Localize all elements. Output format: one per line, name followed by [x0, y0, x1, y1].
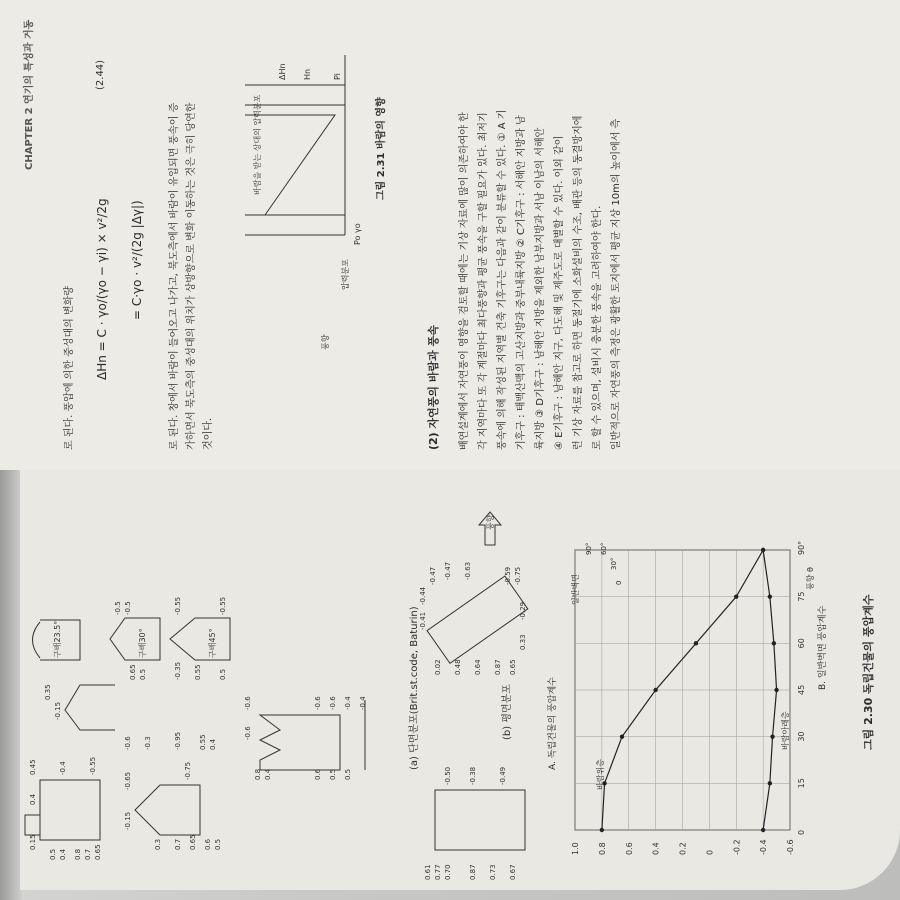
x-tick-label: 75: [797, 591, 806, 602]
r2-v5: 0.5: [139, 668, 147, 680]
p1-v6: 0.73: [489, 864, 497, 880]
r5-v2: -0.65: [124, 771, 132, 790]
p2-v1: 0.48: [454, 659, 462, 675]
section-box-1: [40, 780, 100, 840]
para2-line-1: 배연설계에서 자연풍이 영향을 검토할 때에는 기상 자료에 많이 의존하여야 한: [459, 112, 470, 450]
angle-0: 0: [615, 580, 623, 585]
y-tick-label: 1.0: [571, 842, 580, 855]
wind-arrow-icon: [479, 512, 501, 545]
x-tick-label: 0: [797, 829, 806, 835]
shaft-wall: [245, 215, 345, 235]
y-tick-label: -0.2: [732, 839, 742, 855]
p2-v11: -0.63: [464, 561, 472, 580]
p1-v8: -0.49: [499, 766, 507, 785]
equation-line-1: ΔHn = C · γo/(γo − γi) × v²/2g: [95, 198, 109, 380]
r3-v0: -0.35: [174, 661, 182, 680]
r3-v3: 0.5: [219, 668, 227, 680]
x-tick-label: 15: [797, 778, 806, 789]
y-tick-label: 0.4: [651, 842, 661, 855]
p1-v0: 0.61: [424, 864, 432, 880]
x-tick-label: 90°: [797, 540, 806, 555]
section-a-label: (a) 단면분포(Brit.st.code, Baturin): [409, 606, 420, 770]
series-label-upper: 바람위층: [596, 759, 605, 790]
running-header: CHAPTER 2 연기의 특성과 거동: [24, 19, 35, 170]
y-tick-label: 0.6: [624, 842, 634, 855]
roof-sections-diagram: [20, 470, 400, 890]
r1-v5: -0.4: [59, 761, 67, 775]
r1-v6: 0.8: [74, 848, 82, 860]
r1-v3: 0.5: [49, 848, 57, 860]
r3-v4: -0.55: [219, 596, 227, 615]
para1-line-2: 가하면서 북도측의 중성대의 위치가 상방향으로 변화 이동하는 것은 극히 당연한: [186, 102, 197, 450]
r5-v4: 0.65: [189, 834, 197, 850]
wind-effect-diagram: [225, 25, 365, 255]
r3-v2: 0.55: [194, 664, 202, 680]
p2-v8: -0.44: [419, 586, 427, 605]
roof-45: [170, 618, 230, 660]
r4-v1: -0.6: [244, 696, 252, 710]
angle-60: 60°: [600, 542, 608, 555]
section-b-label: (b) 평면분포: [502, 684, 513, 740]
y-tick-label: -0.4: [759, 839, 769, 855]
p2-v4: 0.65: [509, 659, 517, 675]
para2-line-3: 풍속에 의해 작성된 지역별 건축 기후구는 다음과 같이 분류할 수 있다. ① A 기: [497, 109, 508, 450]
r5-v5: -0.75: [184, 761, 192, 780]
r4-v3: 0.4: [264, 768, 272, 780]
plan-distribution-diagram: [415, 470, 535, 890]
fig231-pi: Pi: [333, 73, 342, 80]
r4-v9: -0.4: [344, 696, 352, 710]
r5-v6: 0.6: [204, 838, 212, 850]
r1-v7: 0.7: [84, 848, 92, 860]
para2-line-5: 륙지방 ③ D기후구 : 남해안 지방을 제외한 남부지방과 서남 이남의 서해안: [535, 127, 546, 450]
x-tick-label: 30: [797, 731, 806, 742]
fig230-caption: 그림 2.30 독립건물의 풍압계수: [862, 594, 875, 750]
x-tick-label: 60: [797, 638, 806, 649]
p2-v7: -0.41: [419, 611, 427, 630]
r3-v6: 0.55: [199, 734, 207, 750]
p1-v5: 0.87: [469, 864, 477, 880]
r2-v4: 0.65: [129, 664, 137, 680]
section-step-1: [25, 815, 40, 835]
section-peaked-2: [65, 685, 115, 730]
r1-v0: 0.15: [29, 834, 37, 850]
para2-line-7: 런 기상 자료를 참고로 하면 동절기에 소화설비의 수조, 배관 등의 동결방지에: [573, 115, 584, 450]
r1-v2: 0.45: [29, 759, 37, 775]
para1-line-3: 것이다.: [203, 417, 214, 450]
r4-v10: -0.4: [359, 696, 367, 710]
p1-v3: -0.50: [444, 766, 452, 785]
roof-30: [110, 618, 160, 660]
equation-number: (2.44): [95, 59, 106, 90]
r4-v4: 0.6: [314, 768, 322, 780]
r2-v1: 0.35: [44, 684, 52, 700]
r2-v7: -0.3: [144, 736, 152, 750]
graph-title: A. 독립건물의 풍압계수: [548, 677, 558, 770]
angle-30: 30°: [610, 557, 618, 570]
section-sawtooth: [260, 715, 340, 770]
r3-v1: -0.55: [174, 596, 182, 615]
series-point-1: [761, 828, 765, 832]
r1-v9: -0.55: [89, 756, 97, 775]
x-axis-label: 풍향 θ: [806, 567, 815, 590]
fig231-po: Po γo: [353, 223, 362, 245]
graph-subtitle: B. 일반벽면 풍압계수: [818, 605, 828, 690]
equation-line-2: = C·γo · v²/(2g |Δγ|): [130, 200, 144, 320]
series-point-0: [694, 641, 698, 645]
r4-v5: 0.5: [329, 768, 337, 780]
fig231-caption: 그림 2.31 바람의 영향: [376, 97, 387, 200]
series-point-0: [600, 828, 604, 832]
y-tick-label: 0.8: [597, 842, 607, 855]
series-point-1: [768, 594, 772, 598]
roof-label-1: 구배23.5°: [53, 620, 62, 658]
p2-v10: -0.47: [444, 561, 452, 580]
para2-line-8: 로 할 수 있으며, 설비시 충분한 풍속을 고려하여야 한다.: [592, 205, 603, 450]
series-point-0: [734, 594, 738, 598]
r1-v8: 0.65: [94, 844, 102, 860]
intro-line: 로 된다. 풍압에 의한 중성대의 변화량: [64, 286, 75, 450]
r1-v1: 0.4: [29, 793, 37, 805]
r3-v5: -0.95: [174, 731, 182, 750]
y-tick-label: -0.6: [786, 839, 795, 855]
series-point-1: [768, 781, 772, 785]
para2-line-4: 기후구 : 태백산맥의 고산지방과 중부내륙지방 ② C기후구 : 서해안 지방과 남: [516, 115, 527, 450]
fig231-shifted: 바람을 받는 상대의 압력분포: [253, 94, 262, 195]
r5-v0: 0.3: [154, 838, 162, 850]
fig231-hn: Hn: [303, 68, 312, 80]
series-point-0: [620, 734, 624, 738]
pressure-coefficient-chart: [555, 530, 815, 870]
y-tick-label: 0: [705, 849, 715, 855]
r2-v2: -0.5: [114, 601, 122, 615]
p2-v12: -0.59: [504, 566, 512, 585]
r4-v2: 0.8: [254, 768, 262, 780]
section-title: (2) 자연풍의 바람과 풍속: [427, 325, 440, 450]
para1-line-1: 로 된다. 창에서 바람이 들어오고 나가고, 북도측에서 바람이 유입되면 풍속이 증: [169, 102, 180, 450]
p1-v7: 0.67: [509, 864, 517, 880]
roof-label-3: 구배45°: [208, 628, 217, 658]
chart-legend-box: 일반벽면: [571, 574, 580, 605]
p1-v4: -0.38: [469, 766, 477, 785]
r4-v8: -0.6: [329, 696, 337, 710]
r4-v7: -0.6: [314, 696, 322, 710]
series-label-lower: 바람아래층: [781, 711, 790, 750]
r2-v3: -0.5: [124, 601, 132, 615]
p2-v5: 0.33: [519, 634, 527, 650]
r5-v1: -0.15: [124, 811, 132, 830]
fig231-dhn: ΔHn: [278, 63, 287, 80]
x-tick-label: 45: [797, 684, 806, 695]
r1-v4: 0.4: [59, 848, 67, 860]
p2-v3: 0.87: [494, 659, 502, 675]
plan-rect: [435, 790, 525, 850]
roof-label-2: 구배30°: [138, 628, 147, 658]
r4-v6: 0.5: [344, 768, 352, 780]
p2-v13: -0.75: [514, 566, 522, 585]
r5-v7: 0.5: [214, 838, 222, 850]
left-page: [20, 470, 900, 890]
p1-v2: 0.70: [444, 864, 452, 880]
wind-direction-label: 풍향: [486, 514, 495, 530]
p1-v1: 0.77: [434, 864, 442, 880]
p2-v6: -0.29: [519, 601, 527, 620]
para2-line-2: 각 지역마다 또 각 계절마다 최다풍향과 평균 풍속을 구할 필요가 있다. 최저기: [478, 112, 489, 450]
p2-v0: 0.02: [434, 659, 442, 675]
section-peaked-1: [135, 785, 200, 835]
series-point-1: [770, 734, 774, 738]
para2-line-9: 일반적으로 자연풍의 측정은 광활한 토지에서 평균 지상 10m의 높이에서 측: [611, 118, 622, 450]
para2-line-6: ④ E기후구 : 남해안 지구, 다도해 및 제주도로 대별할 수 있다. 이외 같이: [554, 135, 565, 450]
roof-23-5-arc: [33, 622, 41, 658]
r4-v0: -0.6: [244, 726, 252, 740]
angle-90: 90°: [585, 542, 593, 555]
p2-v2: 0.64: [474, 659, 482, 675]
series-point-1: [772, 641, 776, 645]
r2-v0: -0.15: [54, 701, 62, 720]
r3-v7: 0.4: [209, 738, 217, 750]
y-tick-label: 0.2: [678, 842, 688, 855]
p2-v9: -0.47: [429, 566, 437, 585]
r5-v3: 0.7: [174, 838, 182, 850]
r2-v6: -0.6: [124, 736, 132, 750]
fig231-pressure-dist: 압력분포: [341, 259, 350, 290]
series-point-1: [761, 548, 765, 552]
series-point-1: [774, 688, 778, 692]
plan-rect-rotated: [427, 576, 528, 663]
series-point-0: [653, 688, 657, 692]
fig231-wind: 풍향: [321, 334, 330, 350]
